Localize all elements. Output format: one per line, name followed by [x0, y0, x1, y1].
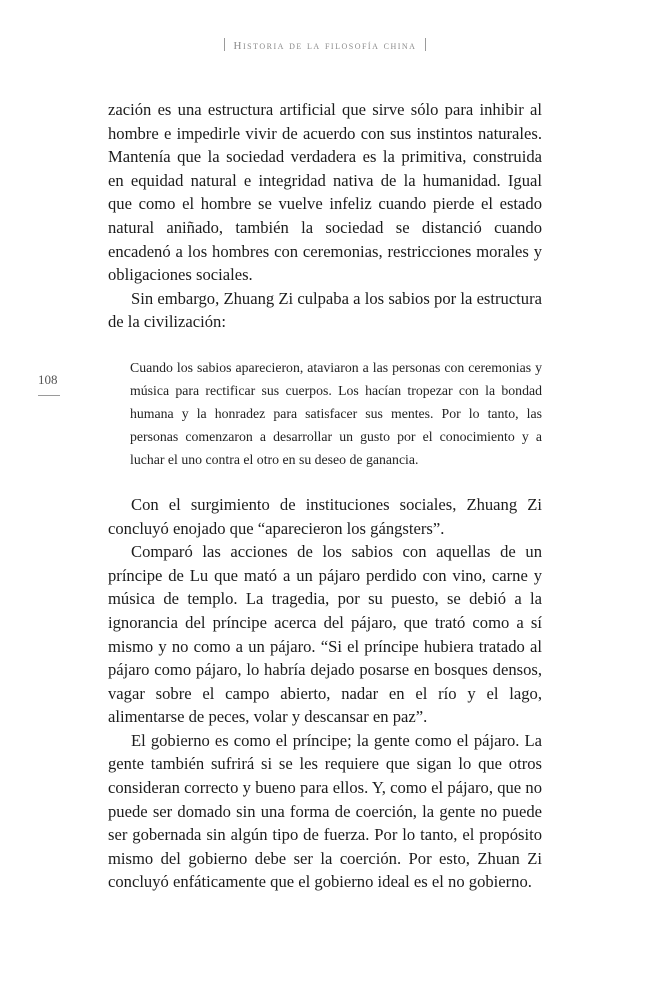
paragraph-3: Con el surgimiento de instituciones sociales, Zhuang Zi concluyó enojado que “aparecieron los gángsters”.	[108, 494, 542, 538]
running-head-title: Historia de la filosofía china	[233, 40, 417, 52]
paragraph-1: zación es una estructura artificial que sirve sólo para inhibir al hombre e impedirle vivir de acuerdo con sus instintos naturales. Mantenía que la sociedad verdadera es la primitiva, construida en equidad natural e integridad nativa de la humanidad. Igual que como el hombre se vuelve infeliz cuando pierde el estado natural aniñado, también la sociedad se distanció cuando encadenó a los hombres con ceremonias, restricciones morales y obligaciones sociales.	[108, 100, 542, 285]
page-number-rule	[38, 395, 60, 396]
running-head-left-rule	[224, 38, 225, 51]
block-quote: Cuando los sabios aparecieron, ataviaron a las personas con ceremonias y música para rectificar sus cuerpos. Los hacían tropezar con la bondad humana y la honradez para satisfacer sus mentes. Por lo tanto, las personas comenzaron a desarrollar un gusto por el conocimiento y a luchar el uno contra el otro en su deseo de ganancia.	[130, 359, 542, 467]
page-number: 108	[38, 372, 58, 387]
paragraph-4: Comparó las acciones de los sabios con aquellas de un príncipe de Lu que mató a un pájaro perdido con vino, carne y música de templo. La tragedia, por su puesto, se debió a la ignorancia del príncipe acerca del pájaro, que trató como a sí mismo y no como a un pájaro. “Si el príncipe hubiera tratado al pájaro como pájaro, lo habría dejado posarse en bosques densos, vagar sobre el campo abierto, nadar en el río y el lago, alimentarse de peces, volar y descansar en paz”.	[108, 542, 542, 727]
running-head-right-rule	[425, 38, 426, 51]
paragraph-2: Sin embargo, Zhuang Zi culpaba a los sabios por la estructura de la civilización:	[108, 288, 542, 332]
body-text	[108, 98, 542, 894]
paragraph-5: El gobierno es como el príncipe; la gente como el pájaro. La gente también sufrirá si se les requiere que sigan lo que otros consideran correcto y bueno para ellos. Y, como el pájaro, que no puede ser domado sin una forma de coerción, la gente no puede ser gobernada sin algún tipo de fuerza. Por lo tanto, el propósito mismo del gobierno debe ser la coerción. Por esto, Zhuan Zi concluyó enfáticamente que el gobierno ideal es el no gobierno.	[108, 730, 542, 892]
running-head	[0, 38, 650, 52]
